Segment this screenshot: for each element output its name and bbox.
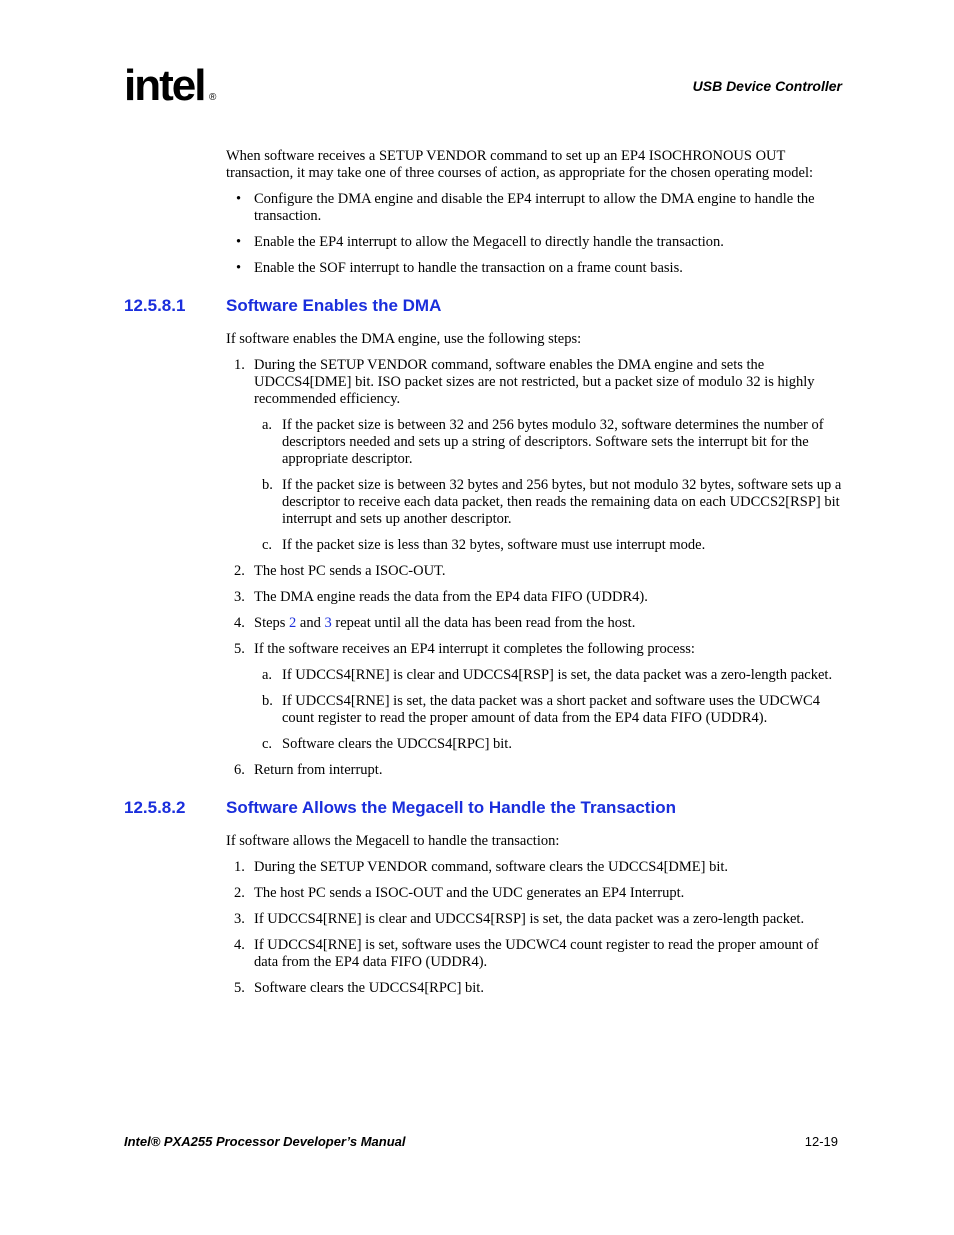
step-text-post: repeat until all the data has been read from the host. bbox=[331, 615, 636, 631]
list-item bbox=[226, 589, 842, 606]
step-number: 3. bbox=[234, 911, 245, 927]
list-item bbox=[226, 980, 842, 997]
section-title: Software Enables the DMA bbox=[226, 296, 442, 315]
sub-letter: b. bbox=[262, 693, 273, 709]
sub-letter: c. bbox=[262, 736, 273, 752]
footer-manual-title: Intel® PXA255 Processor Developer’s Manual bbox=[124, 1134, 406, 1149]
bullet-icon: • bbox=[236, 191, 242, 207]
bullet-text: Enable the EP4 interrupt to allow the Megacell to directly handle the transaction. bbox=[254, 234, 724, 250]
sub-letter: a. bbox=[262, 417, 273, 433]
step-text: If the software receives an EP4 interrupt it completes the following process: bbox=[254, 641, 695, 657]
sub-letter: b. bbox=[262, 477, 273, 493]
step-text: During the SETUP VENDOR command, software enables the DMA engine and sets the UDCCS4[DME] bit. ISO packet sizes are not restricted, but a packet size of modulo 32 is highly recommended efficiency. bbox=[254, 357, 815, 407]
sub-text: If the packet size is between 32 and 256 bytes modulo 32, software determines the number of descriptors needed and sets up a string of descriptors. Software sets the interrupt bit for the appropriate descriptor. bbox=[282, 417, 824, 467]
list-item bbox=[226, 762, 842, 779]
step-number: 3. bbox=[234, 589, 245, 605]
list-item bbox=[226, 641, 842, 753]
list-item bbox=[226, 357, 842, 554]
list-item bbox=[254, 537, 842, 554]
list-item bbox=[226, 885, 842, 902]
section-number: 12.5.8.1 bbox=[124, 296, 186, 315]
step-text: The host PC sends a ISOC-OUT and the UDC generates an EP4 Interrupt. bbox=[254, 885, 685, 901]
footer-page-number: 12-19 bbox=[804, 1134, 838, 1149]
section-heading-1 bbox=[124, 296, 842, 319]
step-number: 1. bbox=[234, 859, 245, 875]
list-item bbox=[226, 911, 842, 928]
sub-letter: c. bbox=[262, 537, 273, 553]
logo-wordmark: intel bbox=[124, 61, 205, 110]
running-header: USB Device Controller bbox=[692, 78, 842, 94]
list-item bbox=[226, 859, 842, 876]
list-item bbox=[254, 417, 842, 468]
step-text-pre: Steps bbox=[254, 615, 290, 631]
intel-logo bbox=[124, 58, 224, 118]
step-text: Return from interrupt. bbox=[254, 762, 383, 778]
intro-bullet-list bbox=[226, 191, 842, 277]
list-item bbox=[254, 736, 842, 753]
list-item bbox=[226, 615, 842, 632]
list-item bbox=[226, 191, 842, 225]
section-title: Software Allows the Megacell to Handle the Transaction bbox=[226, 798, 676, 817]
step-2-link[interactable]: 2 bbox=[289, 615, 297, 631]
intro-paragraph: When software receives a SETUP VENDOR command to set up an EP4 ISOCHRONOUS OUT transaction, it may take one of three courses of action, as appropriate for the chosen operating model: bbox=[226, 148, 814, 181]
bullet-icon: • bbox=[236, 260, 242, 276]
section1-steps bbox=[226, 357, 842, 779]
step-text: During the SETUP VENDOR command, software clears the UDCCS4[DME] bit. bbox=[254, 859, 729, 875]
section-intro: If software enables the DMA engine, use the following steps: bbox=[226, 331, 582, 347]
step-number: 6. bbox=[234, 762, 245, 778]
body-content bbox=[124, 148, 842, 1006]
step-number: 5. bbox=[234, 641, 245, 657]
step-text: If UDCCS4[RNE] is clear and UDCCS4[RSP] is set, the data packet was a zero-length packet. bbox=[254, 911, 805, 927]
step-number: 2. bbox=[234, 563, 245, 579]
list-item bbox=[226, 937, 842, 971]
section-number: 12.5.8.2 bbox=[124, 798, 186, 817]
step-text: Software clears the UDCCS4[RPC] bit. bbox=[254, 980, 484, 996]
sub-text: If UDCCS4[RNE] is set, the data packet was a short packet and software uses the UDCWC4 count register to read the proper amount of data from the EP4 data FIFO (UDDR4). bbox=[282, 693, 820, 726]
step-text: If UDCCS4[RNE] is set, software uses the UDCWC4 count register to read the proper amount of data from the EP4 data FIFO (UDDR4). bbox=[254, 937, 819, 970]
step-number: 5. bbox=[234, 980, 245, 996]
section2-steps bbox=[226, 859, 842, 997]
registered-mark: ® bbox=[209, 92, 217, 103]
sub-list bbox=[254, 417, 842, 554]
sub-text: If UDCCS4[RNE] is clear and UDCCS4[RSP] is set, the data packet was a zero-length packet. bbox=[282, 667, 833, 683]
sub-text: If the packet size is between 32 bytes and 256 bytes, but not modulo 32 bytes, software sets up a descriptor to receive each data packet, then reads the remaining data on each UDCCS2[RSP] bit interrupt and sets up another descriptor. bbox=[282, 477, 842, 527]
sub-letter: a. bbox=[262, 667, 273, 683]
bullet-text: Configure the DMA engine and disable the EP4 interrupt to allow the DMA engine to handle the transaction. bbox=[254, 191, 815, 224]
step-number: 4. bbox=[234, 615, 245, 631]
sub-text: If the packet size is less than 32 bytes, software must use interrupt mode. bbox=[282, 537, 706, 553]
list-item bbox=[254, 477, 842, 528]
step-number: 1. bbox=[234, 357, 245, 373]
step-text: The DMA engine reads the data from the EP4 data FIFO (UDDR4). bbox=[254, 589, 648, 605]
bullet-icon: • bbox=[236, 234, 242, 250]
section-heading-2 bbox=[124, 798, 842, 821]
list-item bbox=[254, 693, 842, 727]
step-text: The host PC sends a ISOC-OUT. bbox=[254, 563, 446, 579]
list-item bbox=[226, 260, 842, 277]
step-number: 4. bbox=[234, 937, 245, 953]
sub-text: Software clears the UDCCS4[RPC] bit. bbox=[282, 736, 512, 752]
sub-list bbox=[254, 667, 842, 753]
step-number: 2. bbox=[234, 885, 245, 901]
list-item bbox=[226, 563, 842, 580]
step-3-link[interactable]: 3 bbox=[324, 615, 332, 631]
bullet-text: Enable the SOF interrupt to handle the transaction on a frame count basis. bbox=[254, 260, 683, 276]
step-text-mid: and bbox=[296, 615, 325, 631]
section-intro: If software allows the Megacell to handle the transaction: bbox=[226, 833, 560, 849]
list-item bbox=[254, 667, 842, 684]
list-item bbox=[226, 234, 842, 251]
